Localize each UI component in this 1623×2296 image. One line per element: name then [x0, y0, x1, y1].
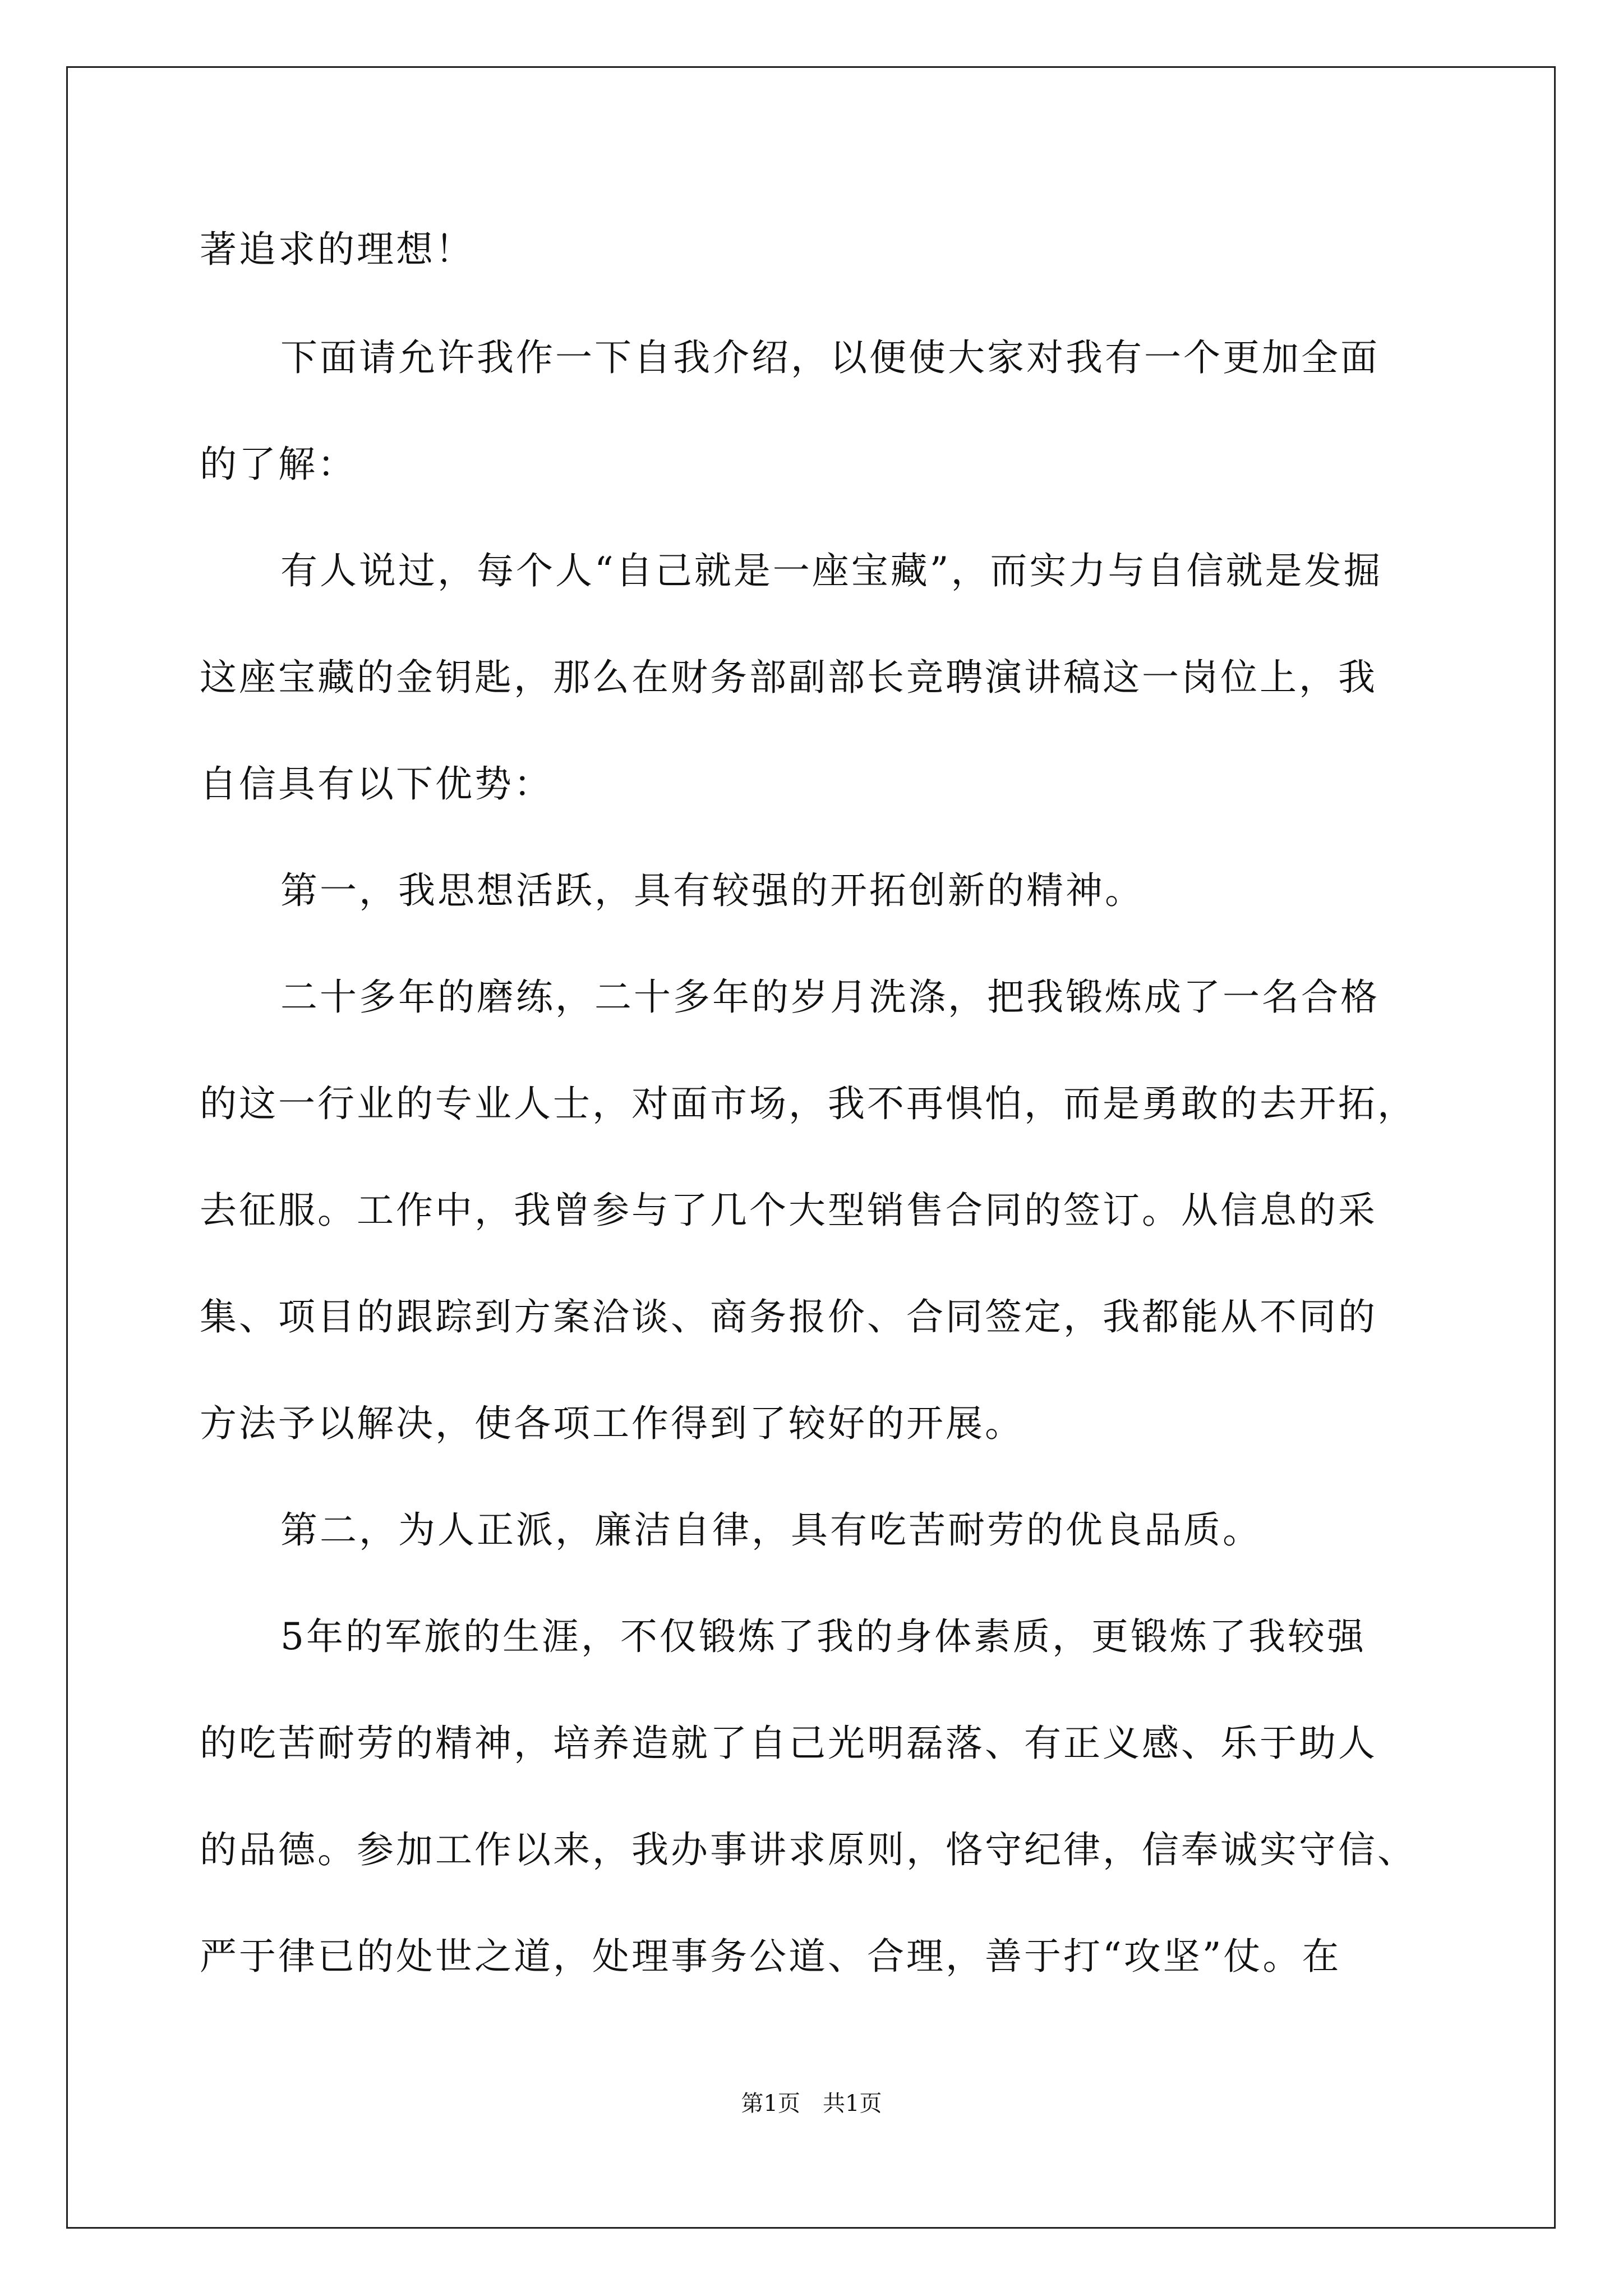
- text-line: 的吃苦耐劳的精神，培养造就了自己光明磊落、有正义感、乐于助人: [200, 1722, 1377, 1765]
- text-line: 著追求的理想！: [200, 228, 474, 271]
- text-line: 第一，我思想活跃，具有较强的开拓创新的精神。: [280, 869, 1144, 912]
- text-line: 二十多年的磨练，二十多年的岁月洗涤，把我锻炼成了一名合格: [280, 976, 1380, 1019]
- text-line: 去征服。工作中，我曾参与了几个大型销售合同的签订。从信息的采: [200, 1189, 1377, 1232]
- text-line: 集、项目的跟踪到方案洽谈、商务报价、合同签定，我都能从不同的: [200, 1295, 1377, 1338]
- text-line: 的这一行业的专业人士，对面市场，我不再惧怕，而是勇敢的去开拓，: [200, 1082, 1417, 1125]
- text-line: 5年的军旅的生涯，不仅锻炼了我的身体素质，更锻炼了我较强: [280, 1615, 1366, 1658]
- text-line: 自信具有以下优势：: [200, 762, 553, 806]
- text-line: 的了解：: [200, 443, 357, 486]
- page-footer: 第1页 共1页: [741, 2091, 882, 2116]
- text-line: 有人说过，每个人“自己就是一座宝藏”，而实力与自信就是发掘: [280, 549, 1383, 592]
- text-line: 下面请允许我作一下自我介绍，以便使大家对我有一个更加全面: [280, 336, 1380, 379]
- text-line: 这座宝藏的金钥匙，那么在财务部副部长竞聘演讲稿这一岗位上，我: [200, 656, 1377, 699]
- page-border: [66, 66, 1556, 2229]
- text-line: 严于律已的处世之道，处理事务公道、合理，善于打“攻坚”仗。在: [200, 1935, 1341, 1978]
- text-line: 方法予以解决，使各项工作得到了较好的开展。: [200, 1402, 1024, 1445]
- text-line: 的品德。参加工作以来，我办事讲求原则，恪守纪律，信奉诚实守信、: [200, 1828, 1417, 1871]
- text-line: 第二，为人正派，廉洁自律，具有吃苦耐劳的优良品质。: [280, 1508, 1262, 1552]
